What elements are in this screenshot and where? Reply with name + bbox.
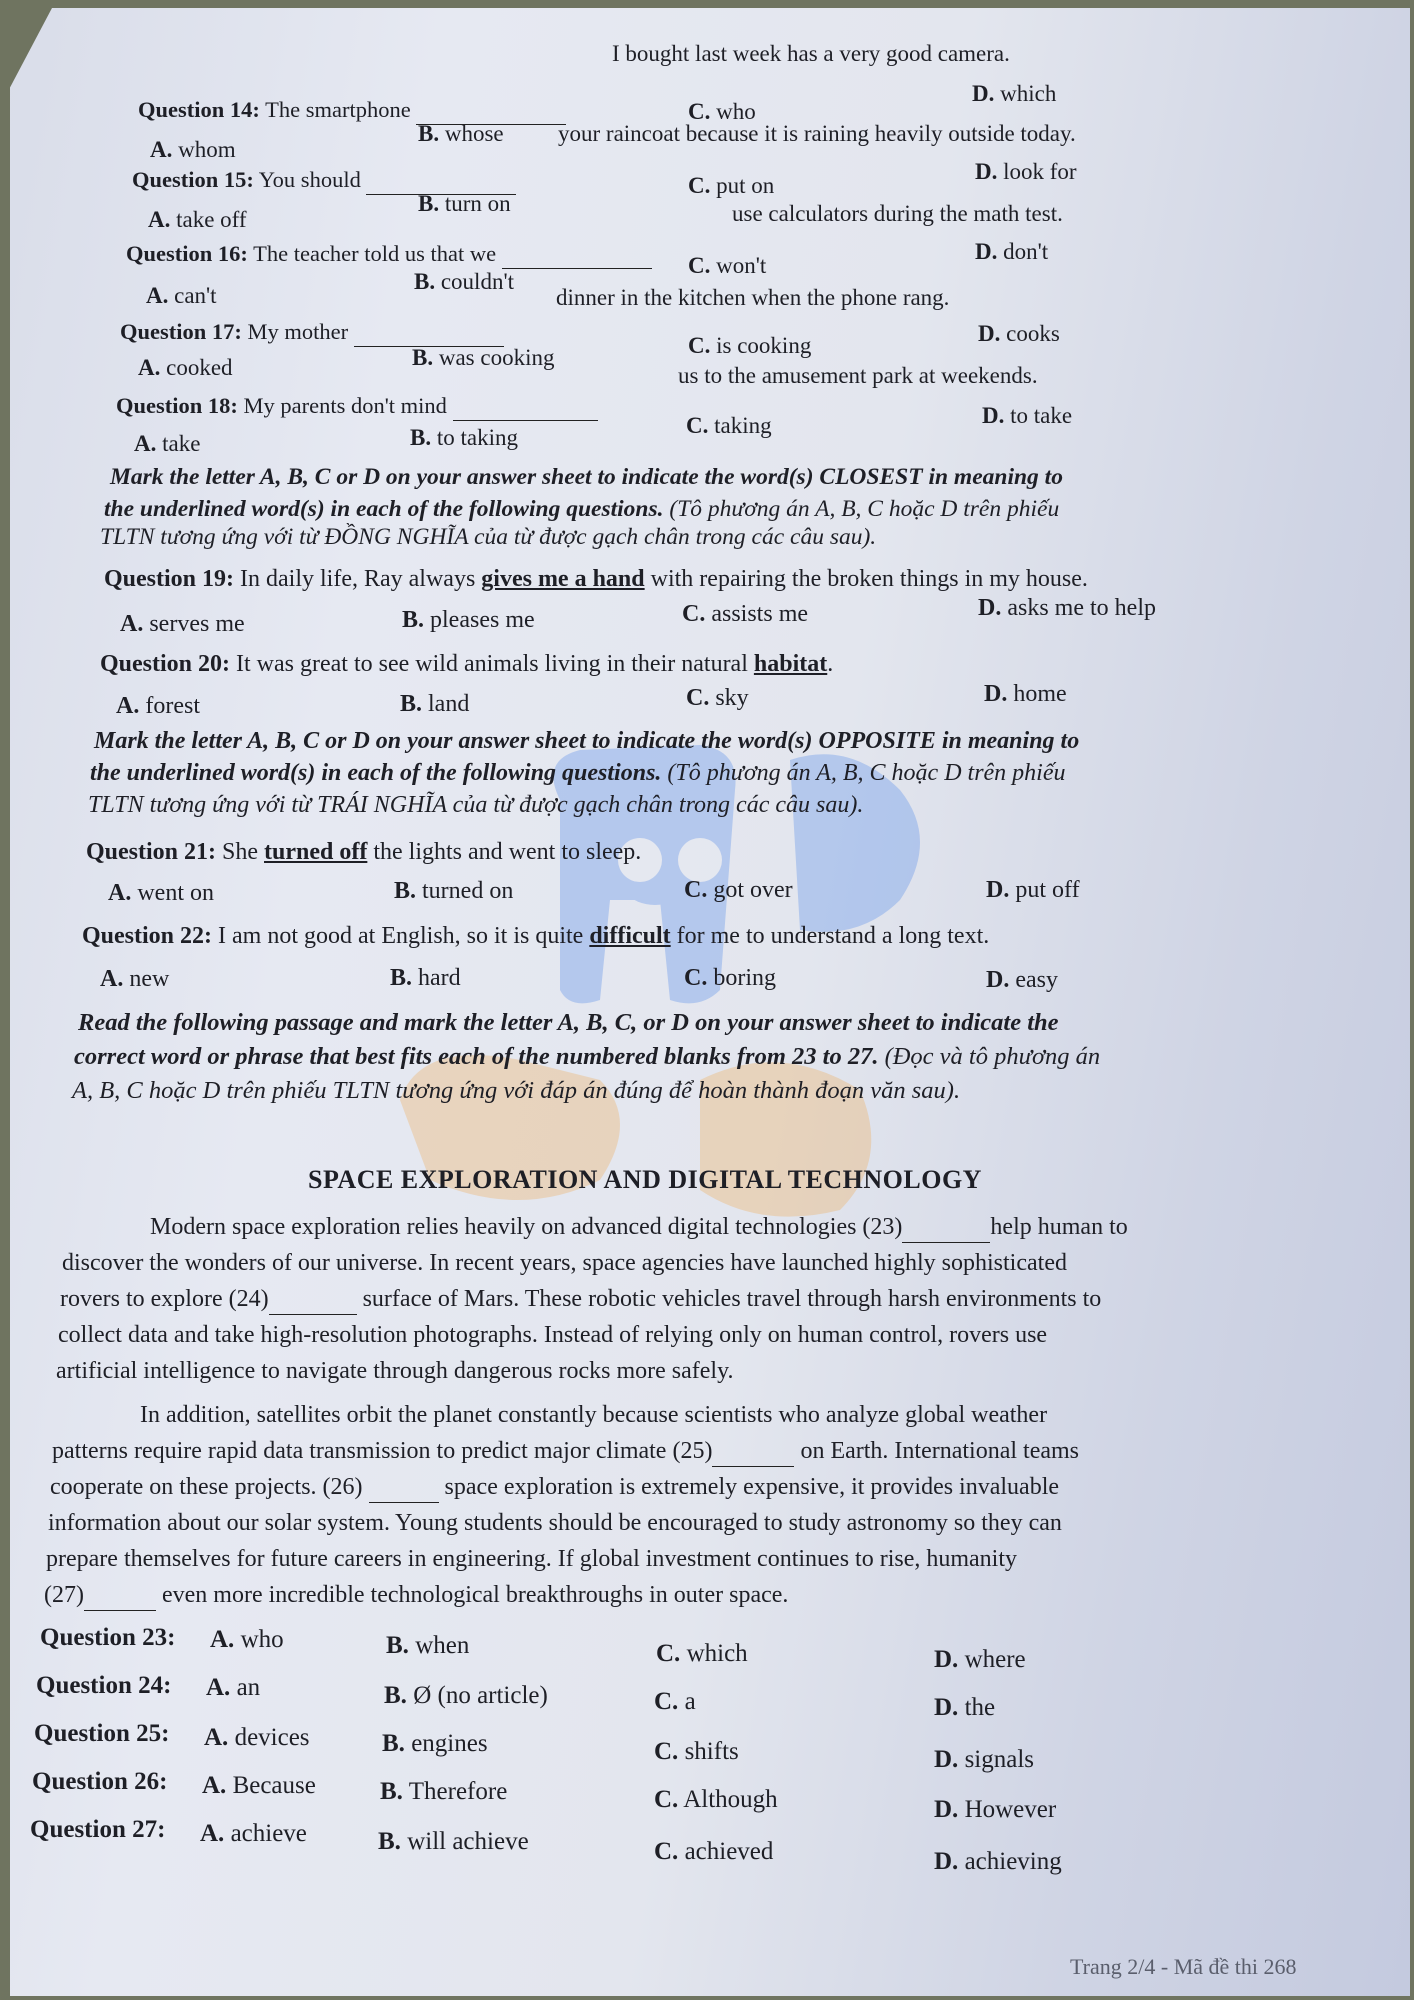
option-d: D. easy — [986, 967, 1058, 993]
option-a: A. whom — [150, 137, 236, 162]
instruction-passage-line-1: Read the following passage and mark the letter A, B, C, or D on your answer sheet to indicate the — [78, 1009, 1059, 1036]
question-stem-continued: your raincoat because it is raining heavily outside today. — [558, 121, 1076, 146]
passage-title: SPACE EXPLORATION AND DIGITAL TECHNOLOGY — [308, 1165, 982, 1194]
option-c: C. boring — [684, 965, 777, 991]
question-23: Question 23: — [40, 1624, 176, 1651]
underlined-word: habitat — [753, 651, 828, 677]
option-b: B. turned on — [394, 878, 514, 904]
option-b: B. Therefore — [380, 1778, 508, 1805]
question-17: Question 17: My mother — [120, 318, 504, 347]
underlined-word: gives me a hand — [481, 566, 645, 592]
option-d: D. which — [972, 81, 1057, 106]
option-b: B. will achieve — [378, 1828, 529, 1855]
option-a: A. take off — [148, 207, 247, 232]
option-d: D. look for — [975, 159, 1077, 184]
passage-p1-line-5: artificial intelligence to navigate through dangerous rocks more safely. — [56, 1358, 734, 1384]
passage-p1-line-3: rovers to explore (24) surface of Mars. These robotic vehicles travel through harsh environments to — [60, 1284, 1101, 1315]
question-18: Question 18: My parents don't mind — [116, 392, 598, 421]
underlined-word: turned off — [264, 839, 368, 865]
option-b: B. was cooking — [412, 345, 555, 370]
passage-p2-line-2: patterns require rapid data transmission to predict major climate (25) on Earth. International teams — [52, 1436, 1079, 1467]
question-stem-continued: dinner in the kitchen when the phone rang. — [556, 285, 950, 310]
option-c: C. assists me — [682, 601, 809, 627]
option-d: D. home — [984, 681, 1067, 707]
option-a: A. new — [100, 966, 170, 992]
option-a: A. can't — [146, 283, 217, 308]
option-d: D. However — [934, 1796, 1057, 1823]
question-21: Question 21: She turned off the lights and went to sleep. — [86, 839, 642, 865]
option-a: A. achieve — [200, 1820, 307, 1847]
option-d: D. cooks — [978, 321, 1060, 346]
instruction-closest-line-1: Mark the letter A, B, C or D on your answer sheet to indicate the word(s) CLOSEST in meaning to — [110, 464, 1063, 490]
option-d: D. signals — [934, 1746, 1035, 1773]
passage-p2-line-6: (27) even more incredible technological breakthroughs in outer space. — [44, 1580, 788, 1611]
option-a: A. serves me — [120, 611, 245, 637]
question-26: Question 26: — [32, 1768, 168, 1795]
option-b: B. turn on — [418, 191, 511, 216]
option-b: B. hard — [390, 965, 461, 991]
answer-blank — [502, 240, 652, 269]
passage-p1-line-2: discover the wonders of our universe. In recent years, space agencies have launched highly sophisticated — [62, 1250, 1067, 1276]
question-stem: The smartphone — [265, 97, 411, 122]
question-20: Question 20: It was great to see wild animals living in their natural habitat. — [100, 651, 834, 677]
question-22: Question 22: I am not good at English, so it is quite difficult for me to understand a long text. — [82, 923, 990, 949]
option-d: D. don't — [975, 239, 1049, 264]
passage-p2-line-5: prepare themselves for future careers in engineering. If global investment continues to rise, humanity — [46, 1546, 1018, 1572]
option-c: C. sky — [686, 685, 749, 711]
option-c: C. taking — [686, 413, 772, 438]
passage-p2-line-1: In addition, satellites orbit the planet constantly because scientists who analyze global weather — [140, 1402, 1048, 1428]
option-c: C. achieved — [654, 1838, 774, 1865]
option-c: C. shifts — [654, 1738, 739, 1765]
passage-p2-line-3: cooperate on these projects. (26) space exploration is extremely expensive, it provides invaluable — [50, 1472, 1059, 1503]
option-b: B. when — [386, 1632, 470, 1659]
option-a: A. an — [206, 1674, 261, 1701]
option-a: A. Because — [202, 1772, 316, 1799]
option-a: A. cooked — [138, 355, 233, 380]
option-d: D. to take — [982, 403, 1073, 428]
question-number: Question 14: — [138, 97, 260, 122]
option-c: C. which — [656, 1640, 748, 1667]
instruction-opposite-line-1: Mark the letter A, B, C or D on your answer sheet to indicate the word(s) OPPOSITE in meaning to — [94, 728, 1080, 754]
passage-p1-line-1: Modern space exploration relies heavily on advanced digital technologies (23) help human to — [150, 1212, 1128, 1243]
passage-p1-line-4: collect data and take high-resolution photographs. Instead of relying only on human control, rovers use — [58, 1322, 1048, 1348]
option-d: D. achieving — [934, 1848, 1062, 1875]
option-c: C. a — [654, 1688, 696, 1715]
option-a: A. take — [134, 431, 201, 456]
option-c: C. got over — [684, 877, 793, 903]
instruction-opposite-line-3: TLTN tương ứng với từ TRÁI NGHĨA của từ được gạch chân trong các câu sau). — [88, 792, 864, 818]
question-15: Question 15: You should — [132, 166, 516, 195]
question-24: Question 24: — [36, 1672, 172, 1699]
option-b: B. Ø (no article) — [384, 1682, 548, 1709]
instruction-passage-line-2: correct word or phrase that best fits each of the numbered blanks from 23 to 27. (Đọc và tô phương án — [74, 1043, 1101, 1070]
option-b: B. to taking — [410, 425, 518, 450]
option-b: B. land — [400, 691, 470, 717]
question-25: Question 25: — [34, 1720, 170, 1747]
option-d: D. put off — [986, 877, 1080, 903]
option-a: A. went on — [108, 880, 214, 906]
instruction-closest-line-2: the underlined word(s) in each of the following questions. (Tô phương án A, B, C hoặc D trên phiếu — [104, 496, 1060, 522]
page-footer: Trang 2/4 - Mã đề thi 268 — [1070, 1954, 1297, 1979]
option-b: B. engines — [382, 1730, 488, 1757]
question-19: Question 19: In daily life, Ray always gives me a hand with repairing the broken things in my house. — [104, 566, 1088, 592]
option-d: D. asks me to help — [978, 595, 1156, 621]
question-stem-continued: us to the amusement park at weekends. — [678, 363, 1038, 388]
option-c: C. is cooking — [688, 333, 812, 358]
question-27: Question 27: — [30, 1816, 166, 1843]
instruction-passage-line-3: A, B, C hoặc D trên phiếu TLTN tương ứng với đáp án đúng để hoàn thành đoạn văn sau). — [72, 1077, 961, 1104]
option-c: C. Although — [654, 1786, 778, 1813]
option-a: A. forest — [116, 693, 200, 719]
option-d: D. where — [934, 1646, 1026, 1673]
option-a: A. devices — [204, 1724, 310, 1751]
option-a: A. who — [210, 1626, 284, 1653]
answer-blank — [453, 392, 598, 421]
option-c: C. who — [688, 99, 756, 124]
option-c: C. put on — [688, 173, 775, 198]
question-stem-continued: I bought last week has a very good camera. — [612, 41, 1010, 66]
option-b: B. pleases me — [402, 607, 535, 633]
instruction-closest-line-3: TLTN tương ứng với từ ĐỒNG NGHĨA của từ được gạch chân trong các câu sau). — [100, 524, 877, 550]
underlined-word: difficult — [589, 923, 671, 949]
question-stem-continued: use calculators during the math test. — [732, 201, 1063, 226]
passage-p2-line-4: information about our solar system. Young students should be encouraged to study astronomy so they can — [48, 1510, 1062, 1536]
question-16: Question 16: The teacher told us that we — [126, 240, 652, 269]
option-b: B. whose — [418, 121, 504, 146]
option-d: D. the — [934, 1694, 996, 1721]
instruction-opposite-line-2: the underlined word(s) in each of the following questions. (Tô phương án A, B, C hoặc D trên phiếu — [90, 760, 1066, 786]
option-b: B. couldn't — [414, 269, 514, 294]
option-c: C. won't — [688, 253, 767, 278]
answer-blank — [354, 318, 504, 347]
